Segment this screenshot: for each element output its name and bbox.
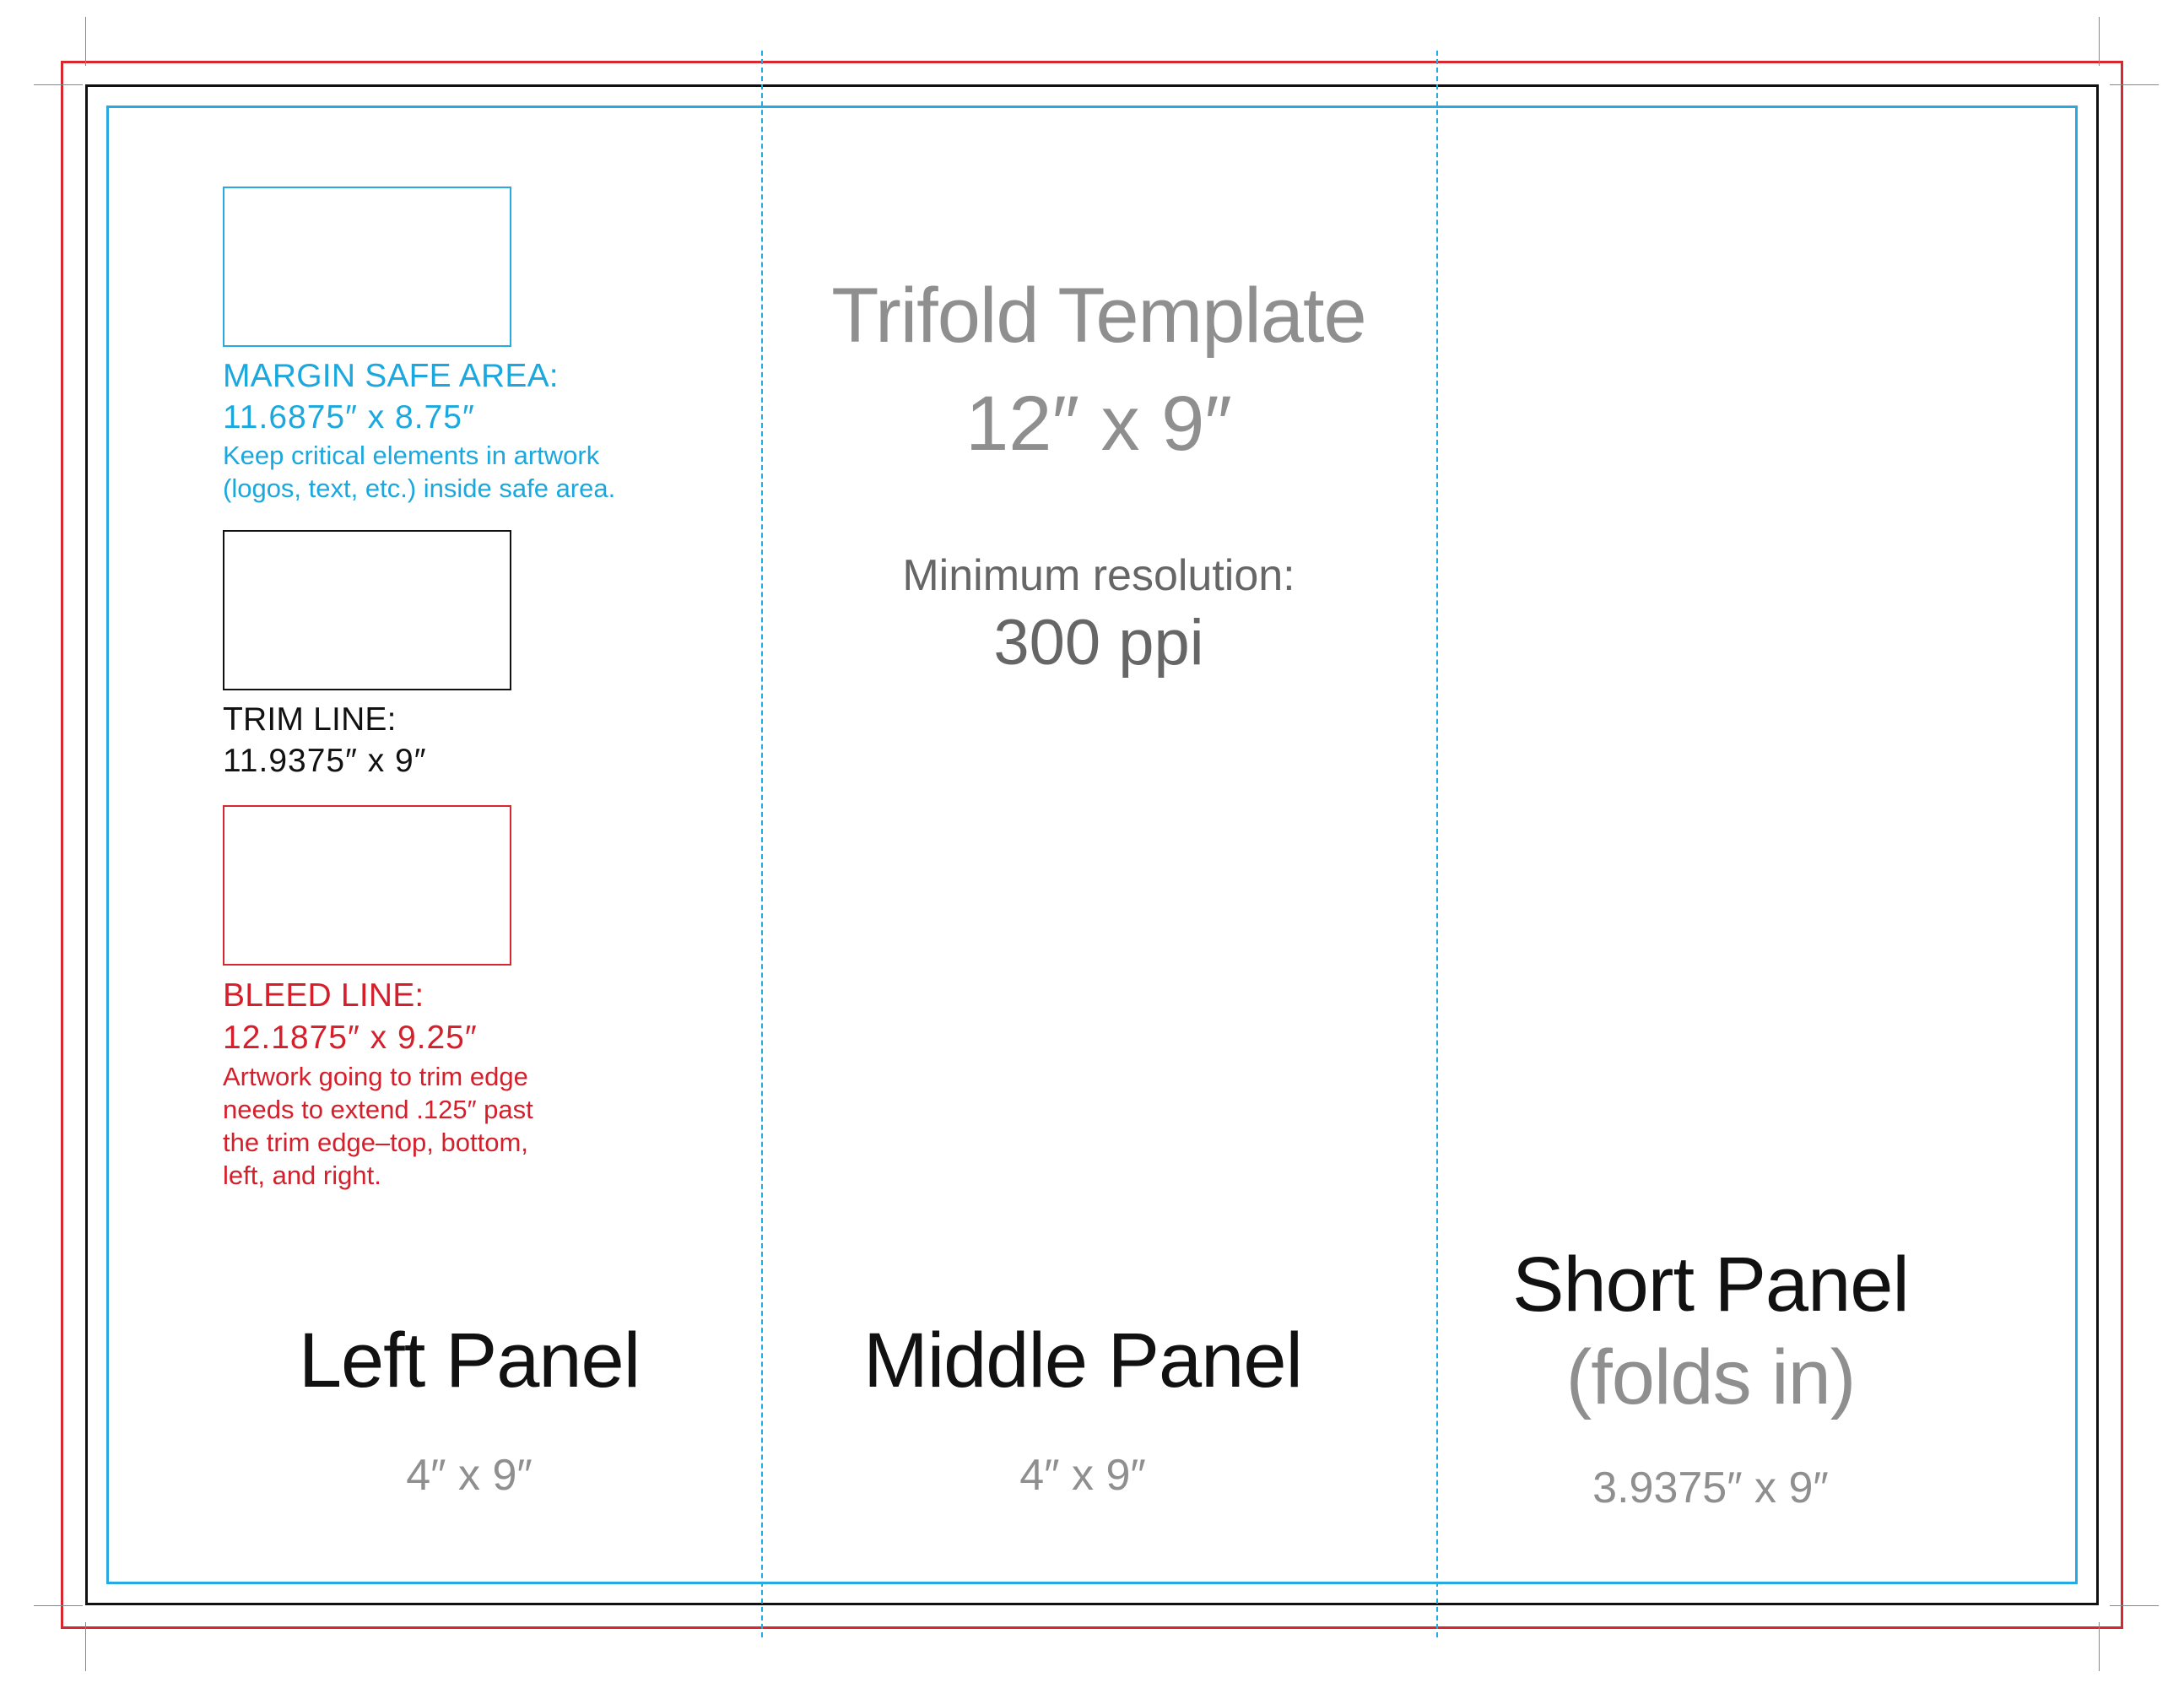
trim-line-size: 11.9375″ x 9″ xyxy=(223,743,427,779)
crop-mark-top-right-horizontal xyxy=(2110,84,2159,85)
bleed-line-note-line-2: needs to extend .125″ past xyxy=(223,1095,533,1124)
bleed-line-size: 12.1875″ x 9.25″ xyxy=(223,1020,478,1056)
middle-panel-dimensions: 4″ x 9″ xyxy=(1019,1451,1146,1500)
bleed-line-sample-box xyxy=(223,805,511,966)
minimum-resolution-label: Minimum resolution: xyxy=(902,551,1295,600)
crop-mark-top-right-vertical xyxy=(2099,17,2100,66)
crop-mark-bottom-right-horizontal xyxy=(2110,1605,2159,1606)
bleed-line-note-line-1: Artwork going to trim edge xyxy=(223,1062,528,1091)
template-title: Trifold Template xyxy=(831,273,1366,359)
crop-mark-top-left-horizontal xyxy=(34,84,83,85)
left-panel-title: Left Panel xyxy=(298,1317,641,1404)
margin-safe-area-note-line-2: (logos, text, etc.) inside safe area. xyxy=(223,473,616,503)
short-panel-title: Short Panel xyxy=(1512,1242,1909,1328)
margin-safe-area-title: MARGIN SAFE AREA: xyxy=(223,358,559,394)
margin-safe-area-size: 11.6875″ x 8.75″ xyxy=(223,399,475,436)
margin-safe-area-sample-box xyxy=(223,187,511,347)
template-size: 12″ x 9″ xyxy=(965,381,1232,467)
crop-mark-bottom-right-vertical xyxy=(2099,1622,2100,1671)
middle-panel-title: Middle Panel xyxy=(863,1317,1302,1404)
crop-mark-bottom-left-horizontal xyxy=(34,1605,83,1606)
left-panel-dimensions: 4″ x 9″ xyxy=(406,1451,532,1500)
trim-line-title: TRIM LINE: xyxy=(223,701,397,738)
margin-safe-area-note-line-1: Keep critical elements in artwork xyxy=(223,441,600,470)
crop-mark-top-left-vertical xyxy=(85,17,86,66)
bleed-line-note-line-4: left, and right. xyxy=(223,1160,381,1190)
trim-line-sample-box xyxy=(223,530,511,690)
bleed-line-title: BLEED LINE: xyxy=(223,977,424,1014)
short-panel-subtitle: (folds in) xyxy=(1565,1334,1856,1420)
minimum-resolution-value: 300 ppi xyxy=(993,607,1204,679)
short-panel-dimensions: 3.9375″ x 9″ xyxy=(1592,1463,1829,1512)
bleed-line-note-line-3: the trim edge–top, bottom, xyxy=(223,1128,528,1157)
crop-mark-bottom-left-vertical xyxy=(85,1622,86,1671)
